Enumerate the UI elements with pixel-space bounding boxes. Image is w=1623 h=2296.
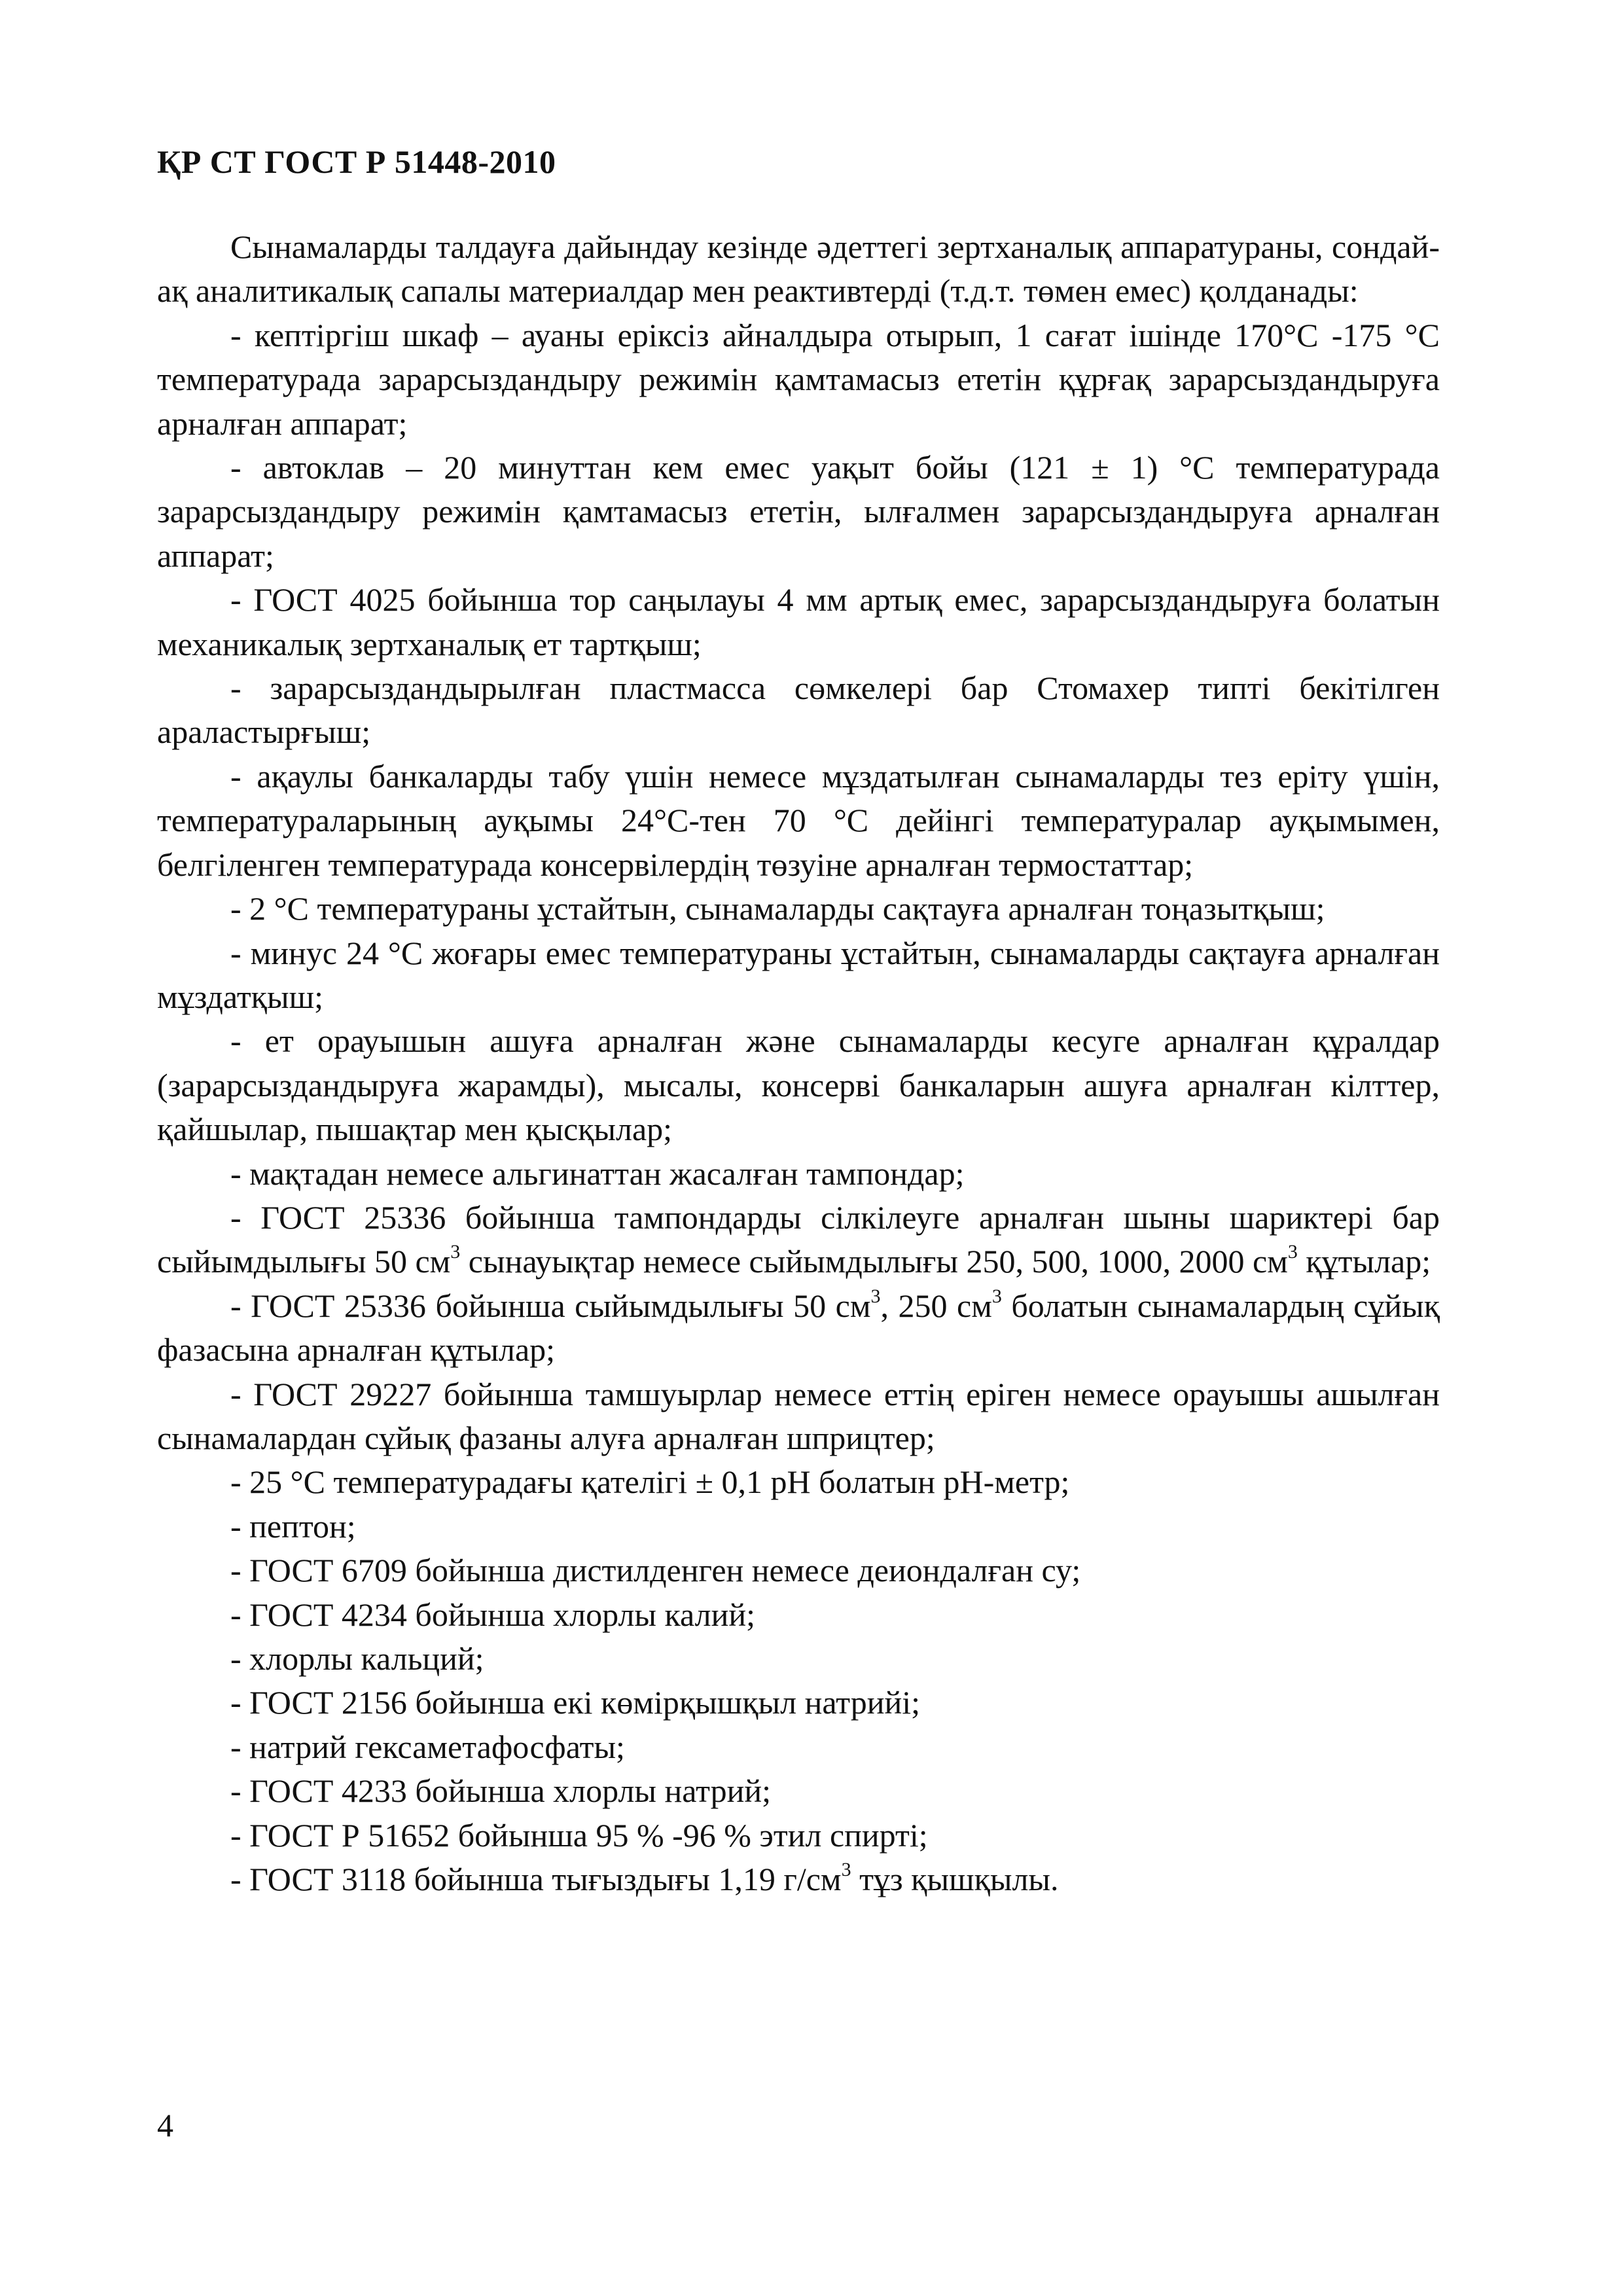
list-item: - ГОСТ Р 51652 бойынша 95 % -96 % этил спирті; [230, 1816, 928, 1854]
list-item-hydrochloric-acid [157, 1857, 1440, 1901]
list-item-liquid-phase [157, 1284, 1440, 1372]
superscript: 3 [450, 1241, 461, 1263]
superscript: 3 [841, 1859, 851, 1881]
document-header: ҚР СТ ГОСТ Р 51448-2010 [157, 143, 556, 180]
list-item: - ГОСТ 4025 бойынша тор саңылауы 4 мм артық емес, зарарсыздандыруға болатын механикалық зертханалық ет тартқыш; [157, 581, 1440, 662]
intro-paragraph: Сынамаларды талдауға дайындау кезінде әдеттегі зертханалық аппаратураны, сондай-ақ аналитикалық сапалы материалдар мен реактивтерді (т.д.т. төмен емес) қолданады: [157, 228, 1440, 310]
list-item: - 25 °С температурадағы қателігі ± 0,1 рН болатын рН-метр; [230, 1463, 1070, 1501]
list-item: - кептіргіш шкаф – ауаны еріксіз айналдыра отырып, 1 сағат ішінде 170°С -175 °С температурада зарарсыздандыру режимін қамтамасыз ететін құрғақ зарарсыздандыруға арналған аппарат; [157, 316, 1440, 442]
page-number: 4 [157, 2107, 173, 2144]
list-item: - ГОСТ 2156 бойынша екі көмірқышқыл натрийі; [230, 1684, 921, 1721]
list-item: - автоклав – 20 минуттан кем емес уақыт бойы (121 ± 1) °С температурада зарарсыздандыру режимін қамтамасыз ететін, ылғалмен зарарсыздандыруға арналған аппарат; [157, 449, 1440, 574]
text-segment: сынауықтар немесе сыйымдылығы 250, 500, 1000, 2000 см [460, 1243, 1288, 1280]
text-segment: құтылар; [1297, 1243, 1431, 1280]
list-item: - ГОСТ 6709 бойынша дистилденген немесе деиондалған су; [230, 1552, 1081, 1589]
list-item-glass-balls [157, 1196, 1440, 1284]
text-segment: - ГОСТ 25336 бойынша тампондарды сілкілеуге арналған шыны шариктері бар сыйымдылығы 50 см [157, 1198, 1440, 1280]
list-item: - мақтадан немесе альгинаттан жасалған тампондар; [230, 1155, 965, 1192]
superscript: 3 [1287, 1241, 1298, 1263]
list-item: - ақаулы банкаларды табу үшін немесе мұздатылған сынамаларды тез еріту үшін, температураларының ауқымы 24°С-тен 70 °С дейінгі температуралар ауқымымен, белгіленген температурада консервілердің төзуіне арналған термостаттар; [157, 757, 1440, 883]
text-segment: тұз қышқылы. [851, 1861, 1059, 1898]
list-item: - зарарсыздандырылған пластмасса сөмкелері бар Стомахер типті бекітілген араластырғыш; [157, 670, 1440, 751]
list-item: - минус 24 °С жоғары емес температураны ұстайтын, сынамаларды сақтауға арналған мұздатқыш; [157, 934, 1440, 1015]
list-item: - ГОСТ 4233 бойынша хлорлы натрий; [230, 1772, 772, 1810]
superscript: 3 [870, 1285, 881, 1307]
text-segment: - ГОСТ 3118 бойынша тығыздығы 1,19 г/см [230, 1861, 842, 1898]
list-item: - ет орауышын ашуға арналған және сынамаларды кесуге арналған құралдар (зарарсыздандыруға жарамды), мысалы, консерві банкаларын ашуға арналған кілттер, қайшылар, пышақтар мен қысқылар; [157, 1022, 1440, 1148]
list-item: - 2 °С температураны ұстайтын, сынамаларды сақтауға арналған тоңазытқыш; [230, 890, 1325, 927]
list-item: - пептон; [230, 1507, 356, 1545]
text-segment: болатын сынамалардың сұйық фазасына арналған құтылар; [157, 1287, 1440, 1369]
list-item: - ГОСТ 4234 бойынша хлорлы калий; [230, 1596, 756, 1633]
superscript: 3 [991, 1285, 1002, 1307]
list-item: - хлорлы кальций; [230, 1640, 484, 1677]
document-body [157, 225, 1440, 1901]
list-item: - ГОСТ 29227 бойынша тамшуырлар немесе еттің еріген немесе орауышы ашылған сынамалардан сұйық фазаны алуға арналған шприцтер; [157, 1375, 1440, 1456]
list-item: - натрий гексаметафосфаты; [230, 1728, 625, 1765]
text-segment: , 250 см [880, 1287, 992, 1324]
text-segment: - ГОСТ 25336 бойынша сыйымдылығы 50 см [230, 1287, 871, 1324]
